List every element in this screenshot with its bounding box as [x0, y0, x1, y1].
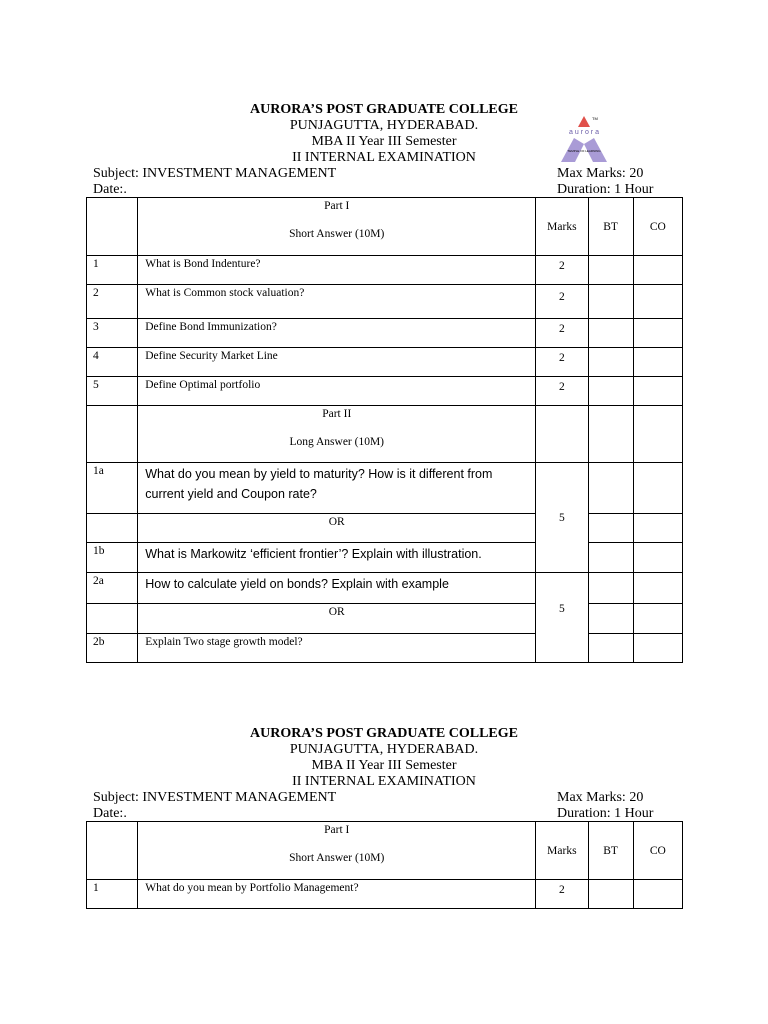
- bt-cell: [588, 634, 633, 663]
- co-cell: [633, 406, 682, 463]
- exam-name: II INTERNAL EXAMINATION: [292, 774, 476, 789]
- table-row: [87, 543, 683, 573]
- date-label: Date:.: [93, 806, 127, 821]
- header-number-cell: [87, 822, 138, 880]
- part1-heading-cell: [138, 822, 536, 880]
- subject-label: Subject: INVESTMENT MANAGEMENT: [93, 790, 337, 805]
- bt-cell: [588, 604, 633, 634]
- co-cell: [633, 348, 682, 377]
- table-row: [87, 463, 683, 514]
- question-number: 4: [87, 348, 138, 377]
- co-cell: [633, 377, 682, 406]
- college-location: PUNJAGUTTA, HYDERABAD.: [289, 118, 479, 133]
- number-cell: [87, 604, 138, 634]
- part1-subtitle: Short Answer (10M): [289, 228, 385, 240]
- or-label: OR: [138, 604, 536, 634]
- question-table-2: [86, 821, 683, 909]
- part1-header-row: [87, 198, 683, 256]
- part2-title: Part II: [322, 408, 352, 420]
- bt-cell: [588, 285, 633, 319]
- logo-tagline: TEMPLE OF LEARNING: [567, 149, 601, 153]
- bt-cell: [588, 514, 633, 543]
- marks-column-header: Marks: [536, 822, 588, 880]
- part2-subtitle: Long Answer (10M): [289, 436, 385, 448]
- question-number: 2b: [87, 634, 138, 663]
- question-marks: 2: [536, 319, 588, 348]
- question-text: How to calculate yield on bonds? Explain with example: [138, 573, 536, 604]
- co-cell: [633, 573, 682, 604]
- question-marks: 2: [536, 256, 588, 285]
- co-cell: [633, 543, 682, 573]
- exam-name: II INTERNAL EXAMINATION: [292, 150, 476, 165]
- question-text: What do you mean by Portfolio Management?: [138, 880, 536, 909]
- or-label: OR: [138, 514, 536, 543]
- bt-cell: [588, 543, 633, 573]
- bt-cell: [588, 377, 633, 406]
- logo-tm: TM: [592, 116, 598, 121]
- logo-wordmark: a u r o r a: [569, 129, 599, 136]
- question-marks: 2: [536, 377, 588, 406]
- part1-title: Part I: [324, 200, 350, 212]
- question-table-1: [86, 197, 683, 663]
- subject-label: Subject: INVESTMENT MANAGEMENT: [93, 166, 337, 181]
- logo-triangle-top: [578, 116, 590, 127]
- co-cell: [633, 634, 682, 663]
- marks-column-header: Marks: [536, 198, 588, 256]
- college-name: AURORA’S POST GRADUATE COLLEGE: [250, 102, 518, 117]
- question-text: Explain Two stage growth model?: [138, 634, 536, 663]
- bt-cell: [588, 573, 633, 604]
- question-text: What do you mean by yield to maturity? How is it different from current yield and Coupon rate?: [138, 463, 536, 514]
- co-cell: [633, 463, 682, 514]
- header-number-cell: [87, 406, 138, 463]
- bt-cell: [588, 463, 633, 514]
- question-number: 3: [87, 319, 138, 348]
- program-name: MBA II Year III Semester: [311, 758, 457, 773]
- college-name: AURORA’S POST GRADUATE COLLEGE: [250, 726, 518, 741]
- question-text: What is Bond Indenture?: [138, 256, 536, 285]
- table-row: [87, 377, 683, 406]
- co-cell: [633, 319, 682, 348]
- question-text: What is Markowitz ‘efficient frontier’? Explain with illustration.: [138, 543, 536, 573]
- question-marks: 2: [536, 348, 588, 377]
- table-row: [87, 634, 683, 663]
- max-marks-label: Max Marks: 20: [557, 790, 644, 805]
- question-number: 1: [87, 256, 138, 285]
- question-number: 5: [87, 377, 138, 406]
- bt-cell: [588, 880, 633, 909]
- table-row: [87, 319, 683, 348]
- question-marks: 2: [536, 285, 588, 319]
- part1-header-row: [87, 822, 683, 880]
- question-marks: 5: [536, 573, 588, 663]
- co-cell: [633, 256, 682, 285]
- part1-heading-cell: [138, 198, 536, 256]
- bt-cell: [588, 406, 633, 463]
- table-row: [87, 573, 683, 604]
- program-name: MBA II Year III Semester: [311, 134, 457, 149]
- co-cell: [633, 285, 682, 319]
- co-cell: [633, 880, 682, 909]
- number-cell: [87, 514, 138, 543]
- header-number-cell: [87, 198, 138, 256]
- aurora-logo: [556, 112, 612, 166]
- part1-title: Part I: [324, 824, 350, 836]
- co-cell: [633, 604, 682, 634]
- question-marks: 2: [536, 880, 588, 909]
- question-number: 2: [87, 285, 138, 319]
- co-column-header: CO: [633, 198, 682, 256]
- question-text: Define Bond Immunization?: [138, 319, 536, 348]
- bt-column-header: BT: [588, 198, 633, 256]
- date-label: Date:.: [93, 182, 127, 197]
- question-text: What is Common stock valuation?: [138, 285, 536, 319]
- bt-cell: [588, 348, 633, 377]
- or-row: [87, 514, 683, 543]
- question-number: 1: [87, 880, 138, 909]
- bt-column-header: BT: [588, 822, 633, 880]
- question-number: 1b: [87, 543, 138, 573]
- co-cell: [633, 514, 682, 543]
- question-number: 1a: [87, 463, 138, 514]
- question-text: Define Security Market Line: [138, 348, 536, 377]
- question-marks: 5: [536, 463, 588, 573]
- bt-cell: [588, 319, 633, 348]
- part2-header-row: [87, 406, 683, 463]
- duration-label: Duration: 1 Hour: [557, 806, 654, 821]
- table-row: [87, 256, 683, 285]
- question-number: 2a: [87, 573, 138, 604]
- table-row: [87, 880, 683, 909]
- table-row: [87, 348, 683, 377]
- or-row: [87, 604, 683, 634]
- part1-subtitle: Short Answer (10M): [289, 852, 385, 864]
- college-location: PUNJAGUTTA, HYDERABAD.: [289, 742, 479, 757]
- max-marks-label: Max Marks: 20: [557, 166, 644, 181]
- table-row: [87, 285, 683, 319]
- bt-cell: [588, 256, 633, 285]
- marks-cell: [536, 406, 588, 463]
- co-column-header: CO: [633, 822, 682, 880]
- question-text: Define Optimal portfolio: [138, 377, 536, 406]
- duration-label: Duration: 1 Hour: [557, 182, 654, 197]
- part2-heading-cell: [138, 406, 536, 463]
